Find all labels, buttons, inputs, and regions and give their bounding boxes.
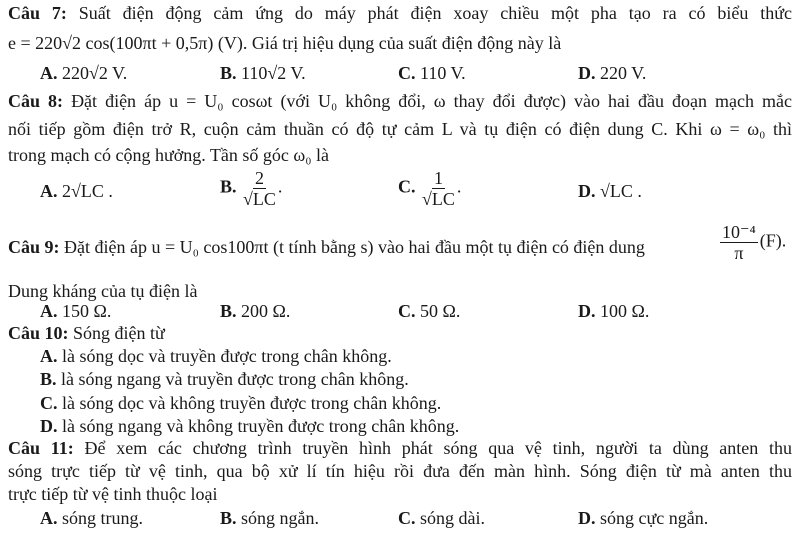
q11-line2: sóng trực tiếp từ vệ tinh, qua bộ xử lí tín hiệu rồi đưa đến màn hình. Sóng điện từ mà anten thu xyxy=(8,461,792,481)
q11-line3: trực tiếp từ vệ tinh thuộc loại xyxy=(8,484,218,504)
q10-line1: Câu 10: Sóng điện từ xyxy=(8,323,165,343)
q9-option-a: A. 150 Ω. xyxy=(40,301,112,321)
q9-line1: Câu 9: Đặt điện áp u = U₀ cos100πt (t tính bằng s) vào hai đầu một tụ điện có điện dung xyxy=(8,237,645,257)
q9-capacitance: $\frac{\text{10⁻⁴}}{\pi}$ (F). xyxy=(722,222,787,263)
q7-label: Câu 7: xyxy=(8,3,67,23)
q7-line2: e = 220√2 cos(100πt + 0,5π) (V). Giá trị hiệu dụng của suất điện động này là xyxy=(8,33,562,53)
q7-option-c: C. 110 V. xyxy=(398,63,466,83)
q11-option-d: D. sóng cực ngắn. xyxy=(578,508,709,528)
q7-option-d: D. 220 V. xyxy=(578,63,647,83)
q8-option-d: D. √LC . xyxy=(578,181,642,201)
q7-line1 xyxy=(8,2,792,24)
q8-line1: Câu 8: Đặt điện áp u = U₀ cosωt (với U₀ không đổi, ω thay đổi được) vào hai đầu đoạn mạch mắc xyxy=(8,91,793,111)
q9-option-d: D. 100 Ω. xyxy=(578,301,650,321)
q10-option-a: A. là sóng dọc và truyền được trong chân không. xyxy=(40,346,392,366)
q10-option-b: B. là sóng ngang và truyền được trong chân không. xyxy=(40,369,409,389)
q9-label: Câu 9: xyxy=(8,237,60,257)
q8-line2: nối tiếp gồm điện trở R, cuộn cảm thuần có độ tự cảm L và tụ điện có điện dung C. Khi ω = ω₀ thì xyxy=(8,119,792,139)
q9-option-c: C. 50 Ω. xyxy=(398,301,461,321)
q9-line2: Dung kháng của tụ điện là xyxy=(8,281,198,301)
q8-option-c: C. $\frac{1}{√LC}$ . xyxy=(398,168,462,209)
q8-option-b: B. $\frac{2}{√LC}$ . xyxy=(220,168,283,209)
q8-option-a: A. 2√LC . xyxy=(40,181,113,201)
q8-line3: trong mạch có cộng hưởng. Tần số góc ω₀ là xyxy=(8,145,329,165)
q7-option-a: A. 220√2 V. xyxy=(40,63,128,83)
q9-option-b: B. 200 Ω. xyxy=(220,301,291,321)
q10-label: Câu 10: xyxy=(8,323,69,343)
q8-label: Câu 8: xyxy=(8,91,64,111)
q11-option-c: C. sóng dài. xyxy=(398,508,485,528)
q10-option-c: C. là sóng dọc và không truyền được trong chân không. xyxy=(40,393,442,413)
q7-option-b: B. 110√2 V. xyxy=(220,63,306,83)
q10-option-d: D. là sóng ngang và không truyền được trong chân không. xyxy=(40,416,460,436)
q7-text: Suất điện động cảm ứng do máy phát điện xoay chiều một pha tạo ra có biểu thức xyxy=(78,3,792,23)
q11-option-a: A. sóng trung. xyxy=(40,508,143,528)
q11-label: Câu 11: xyxy=(8,438,74,458)
q11-option-b: B. sóng ngắn. xyxy=(220,508,320,528)
q11-line1: Câu 11: Để xem các chương trình truyền hình phát sóng qua vệ tinh, người ta dùng anten thu xyxy=(8,438,793,458)
